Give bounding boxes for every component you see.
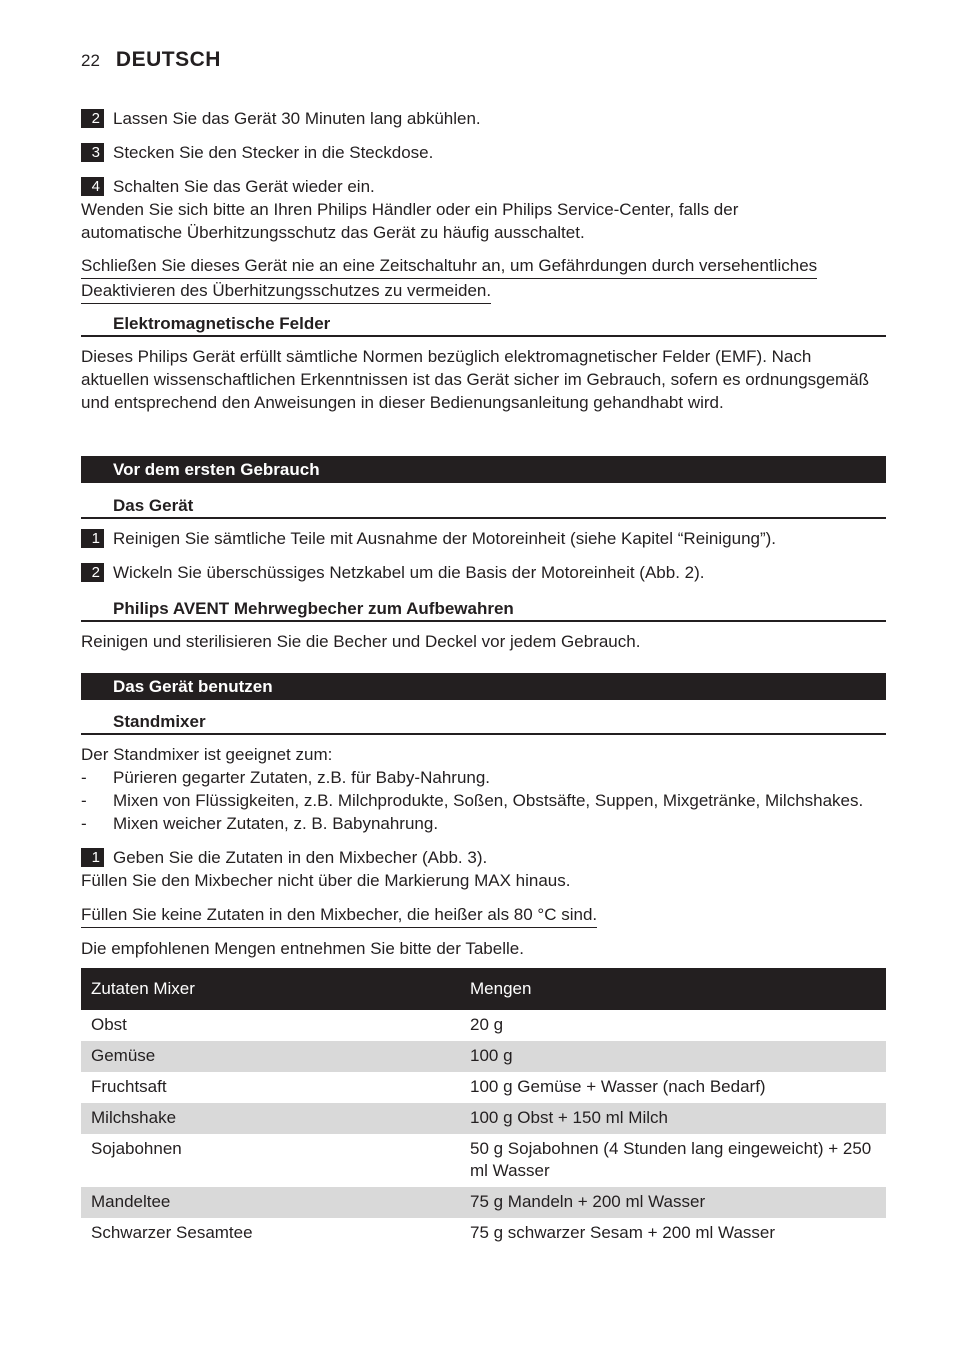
table-cell: 75 g Mandeln + 200 ml Wasser — [460, 1187, 886, 1218]
table-cell: Fruchtsaft — [91, 1077, 167, 1096]
first-use-heading: Vor dem ersten Gebrauch — [81, 456, 886, 483]
table-row — [81, 1187, 886, 1218]
list-item — [81, 812, 886, 835]
max-note: Füllen Sie den Mixbecher nicht über die Markierung MAX hinaus. — [81, 871, 571, 890]
page-number: 22 — [81, 51, 100, 70]
step-text: Reinigen Sie sämtliche Teile mit Ausnahme der Motoreinheit (siehe Kapitel “Reinigung”). — [113, 529, 777, 548]
table-row — [81, 1134, 886, 1187]
step-number: 3 — [81, 143, 104, 162]
list-item-text: Mixen weicher Zutaten, z. B. Babynahrung. — [113, 814, 439, 833]
list-item — [81, 766, 886, 789]
table-row — [81, 1010, 886, 1041]
quantities-table — [81, 968, 886, 1249]
blender-intro: Der Standmixer ist geeignet zum: — [81, 745, 333, 764]
step-text: Geben Sie die Zutaten in den Mixbecher (Abb. 3). — [113, 848, 488, 867]
overheat-note: Wenden Sie sich bitte an Ihren Philips Händler oder ein Philips Service-Center, falls der automatische Überhitzungsschutz das Gerät zu häufig ausschaltet. — [81, 200, 739, 242]
list-item-text: Mixen von Flüssigkeiten, z.B. Milchprodukte, Soßen, Obstsäfte, Suppen, Mixgetränke, Milchshakes. — [113, 791, 864, 810]
table-header-row — [81, 968, 886, 1010]
table-cell: 20 g — [470, 1015, 504, 1034]
step-1-clean — [81, 527, 886, 550]
table-row — [81, 1041, 886, 1072]
table-row — [81, 1103, 886, 1134]
step-number: 1 — [81, 529, 104, 548]
cups-text: Reinigen und sterilisieren Sie die Becher und Deckel vor jedem Gebrauch. — [81, 632, 641, 651]
using-heading: Das Gerät benutzen — [81, 673, 886, 700]
page-language-title: DEUTSCH — [115, 48, 221, 71]
table-cell: 100 g Obst + 150 ml Milch — [460, 1103, 886, 1134]
step-text: Lassen Sie das Gerät 30 Minuten lang abkühlen. — [113, 109, 481, 128]
blender-heading: Standmixer — [81, 710, 886, 735]
step-number: 4 — [81, 177, 104, 196]
table-cell: Milchshake — [81, 1103, 460, 1134]
step-3-plug-in — [81, 141, 886, 164]
table-intro: Die empfohlenen Mengen entnehmen Sie bitte der Tabelle. — [81, 939, 524, 958]
table-cell: Sojabohnen — [91, 1139, 182, 1158]
step-text: Wickeln Sie überschüssiges Netzkabel um die Basis der Motoreinheit (Abb. 2). — [113, 563, 705, 582]
list-item-text: Pürieren gegarter Zutaten, z.B. für Baby-Nahrung. — [113, 768, 491, 787]
table-cell: 75 g schwarzer Sesam + 200 ml Wasser — [470, 1223, 776, 1242]
device-heading: Das Gerät — [81, 494, 886, 519]
emf-heading: Elektromagnetische Felder — [81, 312, 886, 337]
bullet-dash: - — [81, 791, 87, 810]
bullet-dash: - — [81, 768, 87, 787]
page-header — [81, 48, 221, 72]
table-cell: Obst — [91, 1015, 127, 1034]
warning-line-1: Schließen Sie dieses Gerät nie an eine Zeitschaltuhr an, um Gefährdungen durch versehentliches — [81, 254, 817, 279]
table-cell: Mandeltee — [81, 1187, 460, 1218]
table-cell: 50 g Sojabohnen (4 Stunden lang eingeweicht) + 250 ml Wasser — [470, 1139, 872, 1180]
table-cell: Schwarzer Sesamtee — [91, 1223, 253, 1242]
emf-text: Dieses Philips Gerät erfüllt sämtliche Normen bezüglich elektromagnetischer Felder (EMF). Nach aktuellen wissenschaftlichen Erkenntnissen ist das Gerät sicher im Gebrauch, sofern es ordnungsgemäß und entsprechend den Anweisungen in dieser Bedienungsanleitung gehandhabt wird. — [81, 347, 870, 412]
step-text: Stecken Sie den Stecker in die Steckdose. — [113, 143, 434, 162]
table-cell: 100 g Gemüse + Wasser (nach Bedarf) — [470, 1077, 766, 1096]
table-cell: 100 g — [460, 1041, 886, 1072]
overheat-warning — [81, 254, 886, 304]
step-1-add-ingredients — [81, 846, 886, 869]
table-cell: Gemüse — [81, 1041, 460, 1072]
hot-warning: Füllen Sie keine Zutaten in den Mixbecher, die heißer als 80 °C sind. — [81, 903, 597, 928]
table-row — [81, 1218, 886, 1249]
warning-line-2: Deaktivieren des Überhitzungsschutzes zu vermeiden. — [81, 279, 491, 304]
step-2-wind-cord — [81, 561, 886, 584]
step-4-switch-on — [81, 175, 886, 198]
step-text: Schalten Sie das Gerät wieder ein. — [113, 177, 375, 196]
cups-heading: Philips AVENT Mehrwegbecher zum Aufbewahren — [81, 597, 886, 622]
list-item — [81, 789, 886, 812]
bullet-dash: - — [81, 814, 87, 833]
blender-uses-list — [81, 766, 886, 835]
hot-warning-wrap — [81, 903, 886, 928]
step-number: 1 — [81, 848, 104, 867]
table-row — [81, 1072, 886, 1103]
step-number: 2 — [81, 563, 104, 582]
step-number: 2 — [81, 109, 104, 128]
step-2-cool-down — [81, 107, 886, 130]
column-header-ingredients: Zutaten Mixer — [81, 968, 460, 1010]
column-header-quantities: Mengen — [460, 968, 886, 1010]
